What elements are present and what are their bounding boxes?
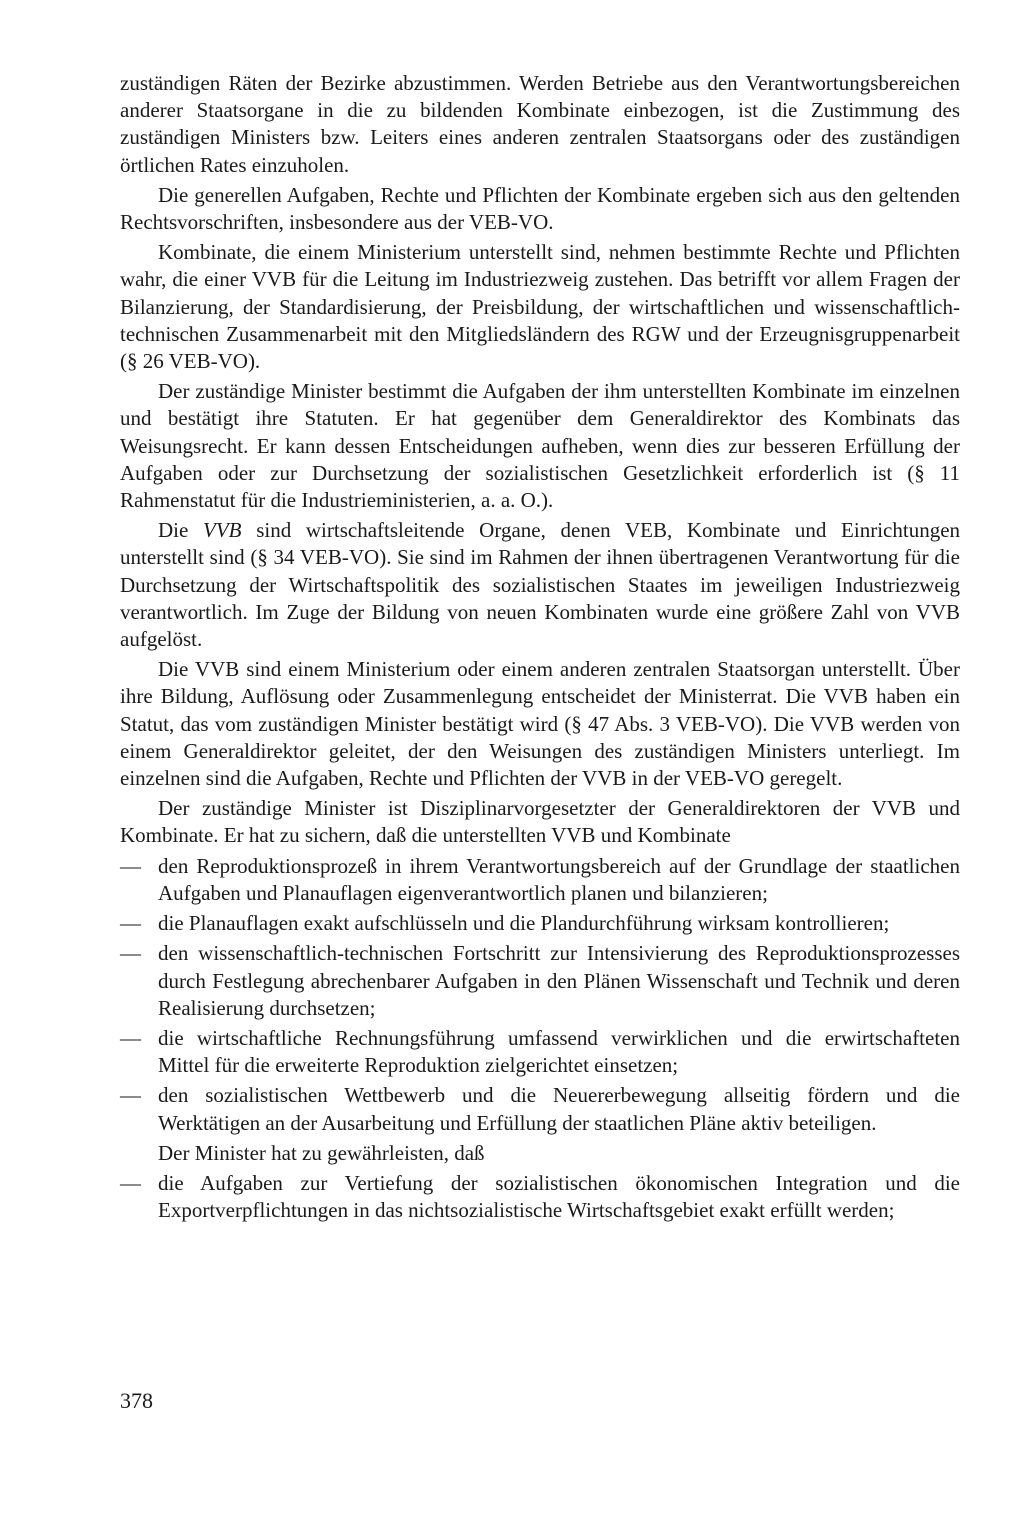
page-number: 378 (120, 1388, 153, 1413)
paragraph-6: Die VVB sind einem Ministerium oder einem anderen zentralen Staatsorgan unterstellt. Über ihre Bildung, Auflösung oder Zusammenlegung entscheidet der Ministerrat. Die VVB haben ein Statut, das vom zuständigen Minister bestätigt wird (§ 47 Abs. 3 VEB-VO). Die VVB werden von einem Generaldirektor geleitet, der den Weisungen des zuständigen Ministers unterliegt. Im einzelnen sind die Aufgaben, Rechte und Pflichten der VVB in der VEB-VO geregelt. (120, 657, 960, 791)
list-item-text: die Planauflagen exakt aufschlüsseln und die Plandurchführung wirksam kontrollieren; (158, 911, 890, 936)
paragraph-5-emphasis: VVB (203, 518, 242, 543)
dash-bullet: — (120, 853, 141, 878)
paragraph-5-body: sind wirtschaftsleitende Organe, denen VEB, Kombinate und Einrichtungen unterstellt sind (§ 34 VEB-VO). Sie sind im Rahmen der ihnen übertragenen Verantwortung für die Durchsetzung der Wirtschaftspolitik des sozialistischen Staates im jeweiligen Industriezweig verantwortlich. Im Zuge der Bildung von neuen Kombinaten wurde eine größere Zahl von VVB aufgelöst. (120, 518, 961, 652)
list-item (120, 853, 960, 907)
duty-list (120, 853, 960, 1137)
paragraph-5-lead: Die (158, 518, 189, 543)
dash-bullet: — (120, 941, 141, 966)
paragraph-minister-duty: Der Minister hat zu gewährleisten, daß (158, 1140, 485, 1165)
list-item (120, 1025, 960, 1079)
list-item-text: den wissenschaftlich-technischen Fortschritt zur Intensivierung des Reproduktionsprozesses durch Festlegung abrechenbarer Aufgaben in den Plänen Wissenschaft und Technik und deren Realisierung durchsetzen; (158, 941, 960, 1020)
paragraph-1: zuständigen Räten der Bezirke abzustimmen. Werden Betriebe aus den Verantwortungsbereichen anderer Staatsorgane in die zu bildenden Kombinate einbezogen, ist die Zustimmung des zuständigen Ministers bzw. Leiters eines anderen zentralen Staatsorgans oder des zuständigen örtlichen Rates einzuholen. (120, 71, 960, 177)
list-item-text: den sozialistischen Wettbewerb und die Neuererbewegung allseitig fördern und die Werktätigen an der Ausarbeitung und Erfüllung der staatlichen Pläne aktiv beteiligen. (158, 1083, 960, 1135)
dash-bullet: — (120, 1025, 141, 1050)
list-item (120, 1170, 960, 1224)
paragraph-2: Die generellen Aufgaben, Rechte und Pflichten der Kombinate ergeben sich aus den geltenden Rechtsvorschriften, insbesondere aus der VEB-VO. (120, 182, 960, 235)
dash-bullet: — (120, 1083, 141, 1108)
paragraph-3: Kombinate, die einem Ministerium unterstellt sind, nehmen bestimmte Rechte und Pflichten wahr, die einer VVB für die Leitung im Industriezweig zustehen. Das betrifft vor allem Fragen der Bilanzierung, der Standardisierung, der Preisbildung, der wirtschaftlichen und wissenschaftlich-technischen Zusammenarbeit mit den Mitgliedsländern des RGW und der Erzeugnisgruppenarbeit (§ 26 VEB-VO). (120, 240, 960, 374)
document-page (120, 70, 960, 1227)
list-item-text: die wirtschaftliche Rechnungsführung umfassend verwirklichen und die erwirtschafteten Mittel für die erweiterte Reproduktion zielgerichtet einsetzen; (158, 1025, 960, 1078)
minister-list (120, 1170, 960, 1224)
list-item (120, 910, 960, 937)
list-item (120, 940, 960, 1022)
paragraph-7: Der zuständige Minister ist Disziplinarvorgesetzter der Generaldirektoren der VVB und Kombinate. Er hat zu sichern, daß die unterstellten VVB und Kombinate (120, 796, 960, 848)
list-item (120, 1082, 960, 1136)
dash-bullet: — (120, 1170, 141, 1195)
paragraph-4: Der zuständige Minister bestimmt die Aufgaben der ihm unterstellten Kombinate im einzelnen und bestätigt ihre Statuten. Er hat gegenüber dem Generaldirektor des Kombinats das Weisungsrecht. Er kann dessen Entscheidungen aufheben, wenn dies zur besseren Erfüllung der Aufgaben oder zur Durchsetzung der sozialistischen Gesetzlichkeit erforderlich ist (§ 11 Rahmenstatut für die Industrieministerien, a. a. O.). (120, 379, 960, 513)
paragraph-5 (120, 517, 960, 653)
list-item-text: den Reproduktionsprozeß in ihrem Verantwortungsbereich auf der Grundlage der staatlichen Aufgaben und Planauflagen eigenverantwortlich planen und bilanzieren; (158, 853, 960, 905)
dash-bullet: — (120, 911, 141, 936)
list-item-text: die Aufgaben zur Vertiefung der sozialistischen ökonomischen Integration und die Exportverpflichtungen in das nichtsozialistische Wirtschaftsgebiet exakt erfüllt werden; (158, 1170, 960, 1223)
